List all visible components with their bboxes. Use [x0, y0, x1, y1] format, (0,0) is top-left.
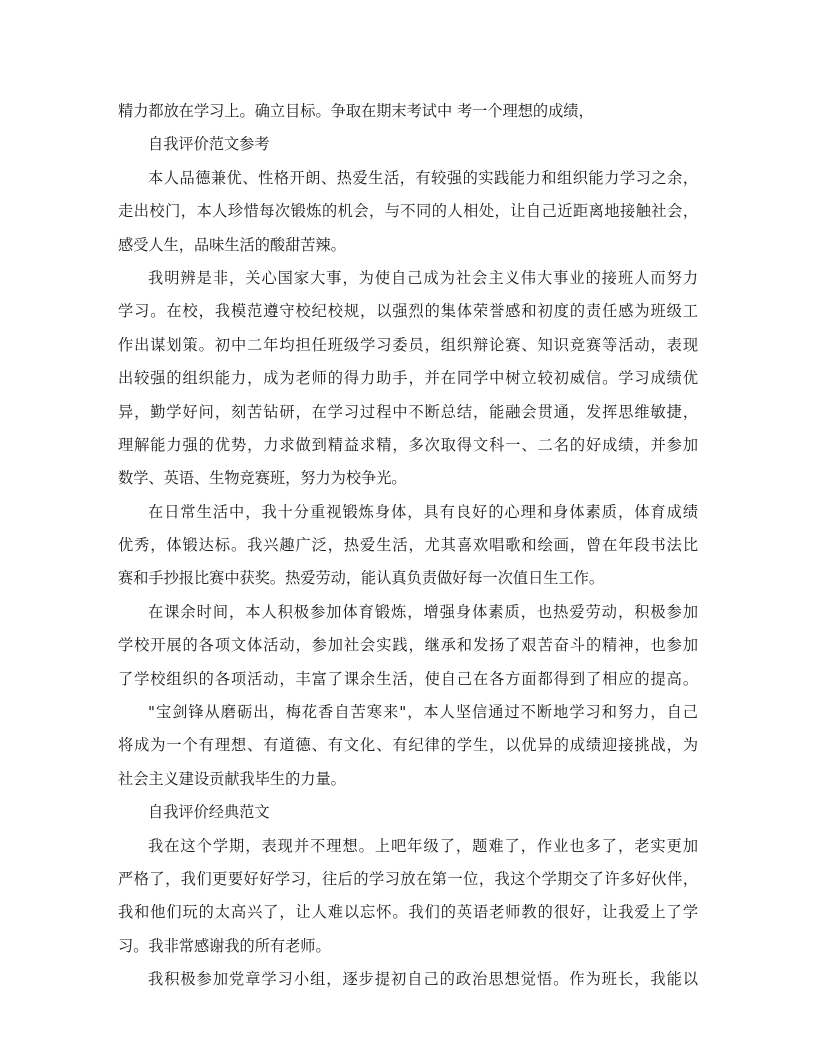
- text-line: 社会主义建设贡献我毕生的力量。: [118, 769, 346, 788]
- text-line: "宝剑锋从磨砺出，梅花香自苦寒来"，本人坚信通过不断地学习和努力，自己: [148, 703, 698, 722]
- text-line: 本人品德兼优、性格开朗、热爱生活，有较强的实践能力和组织能力学习之余，: [148, 168, 698, 187]
- text-line: 我在这个学期，表现并不理想。上吧年级了，题难了，作业也多了，老实更加: [148, 836, 698, 855]
- text-line: 理解能力强的优势，力求做到精益求精，多次取得文科一、二名的好成绩，并参加: [118, 435, 698, 454]
- text-line: 了学校组织的各项活动，丰富了课余生活，使自己在各方面都得到了相应的提高。: [118, 669, 698, 688]
- section-heading: 自我评价经典范文: [148, 803, 270, 822]
- text-line: 在日常生活中，我十分重视锻炼身体，具有良好的心理和身体素质，体育成绩: [148, 502, 698, 521]
- document-page: [118, 95, 698, 997]
- text-line: 将成为一个有理想、有道德、有文化、有纪律的学生，以优异的成绩迎接挑战，为: [118, 736, 698, 755]
- text-line: 我明辨是非，关心国家大事，为使自己成为社会主义伟大事业的接班人而努力: [148, 268, 698, 287]
- text-line: 出较强的组织能力，成为老师的得力助手，并在同学中树立较初威信。学习成绩优: [118, 369, 698, 388]
- section-heading: 自我评价范文参考: [148, 135, 270, 154]
- text-line: 异，勤学好问，刻苦钻研，在学习过程中不断总结，能融会贯通，发挥思维敏捷，: [118, 402, 698, 421]
- text-line: 我积极参加党章学习小组，逐步提初自己的政治思想觉悟。作为班长，我能以: [148, 970, 698, 989]
- text-line: 习。我非常感谢我的所有老师。: [118, 936, 331, 955]
- text-line: 数学、英语、生物竞赛班，努力为校争光。: [118, 469, 407, 488]
- text-line: 学习。在校，我模范遵守校纪校规，以强烈的集体荣誉感和初度的责任感为班级工: [118, 302, 698, 321]
- text-line: 严格了，我们更要好好学习，往后的学习放在第一位，我这个学期交了许多好伙伴，: [118, 869, 698, 888]
- text-line: 优秀，体锻达标。我兴趣广泛，热爱生活，尤其喜欢唱歌和绘画，曾在年段书法比: [118, 536, 698, 555]
- text-line: 学校开展的各项文体活动，参加社会实践，继承和发扬了艰苦奋斗的精神，也参加: [118, 636, 698, 655]
- text-line: 感受人生，品味生活的酸甜苦辣。: [118, 235, 346, 254]
- text-line: 赛和手抄报比赛中获奖。热爱劳动，能认真负责做好每一次值日生工作。: [118, 569, 604, 588]
- text-line: 走出校门，本人珍惜每次锻炼的机会，与不同的人相处，让自己近距离地接触社会，: [118, 202, 698, 221]
- text-line: 我和他们玩的太高兴了，让人难以忘怀。我们的英语老师教的很好，让我爱上了学: [118, 903, 698, 922]
- text-line: 在课余时间，本人积极参加体育锻炼，增强身体素质，也热爱劳动，积极参加: [148, 602, 698, 621]
- text-line: 精力都放在学习上。确立目标。争取在期末考试中 考一个理想的成绩，: [118, 102, 594, 120]
- text-line: 作出谋划策。初中二年均担任班级学习委员，组织辩论赛、知识竞赛等活动，表现: [118, 335, 698, 354]
